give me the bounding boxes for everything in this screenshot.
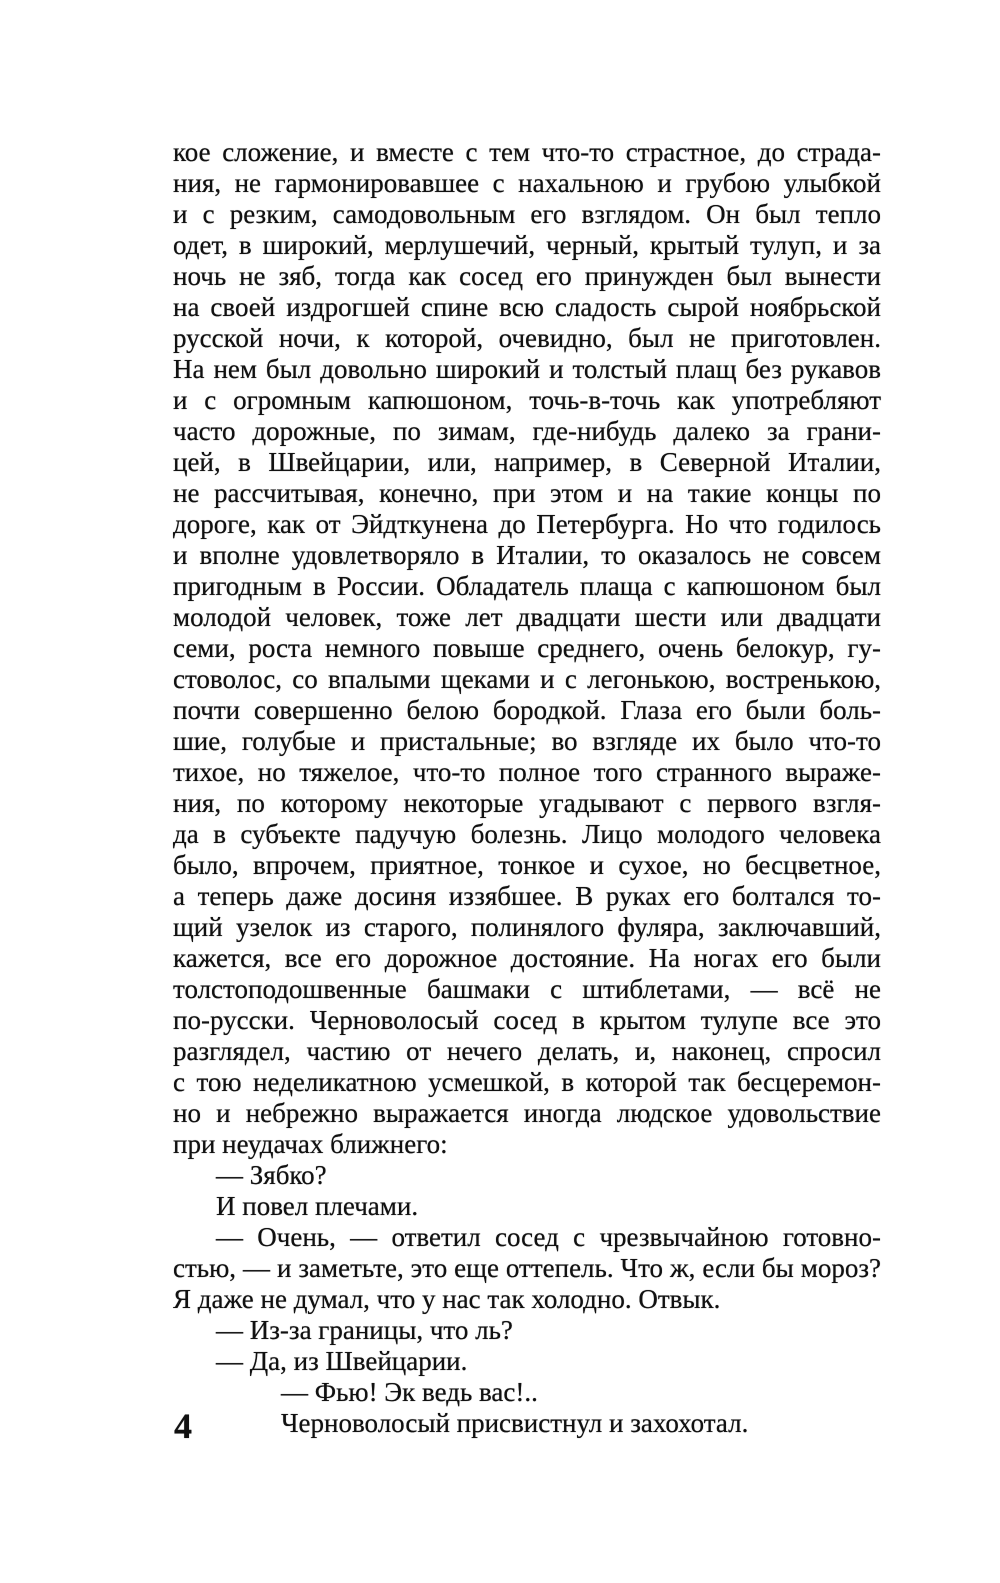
text-line: разглядел, частию от нечего делать, и, наконец, спросил (173, 1036, 881, 1066)
text-line: пригодным в России. Обладатель плаща с капюшоном был (173, 571, 881, 601)
text-line: было, впрочем, приятное, тонкое и сухое, но бесцветное, (173, 850, 881, 880)
text-line: и с резким, самодовольным его взглядом. Он был тепло (173, 199, 881, 229)
text-line: не рассчитывая, конечно, при этом и на такие концы по (173, 478, 881, 508)
text-line: стоволос, со впалыми щеками и с легонькою, востренькою, (173, 664, 881, 694)
text-line: И повел плечами. (216, 1191, 419, 1221)
text-line: щий узелок из старого, полинялого фуляра, заключавший, (173, 912, 881, 942)
text-line: — Зябко? (216, 1160, 327, 1190)
text-line: при неудачах ближнего: (173, 1129, 448, 1159)
text-line: семи, роста немного повыше среднего, очень белокур, гу- (173, 633, 881, 663)
page-number: 4 (174, 1406, 192, 1446)
text-line: почти совершенно белою бородкой. Глаза его были боль- (173, 695, 881, 725)
text-line: кое сложение, и вместе с тем что-то страстное, до страда- (173, 137, 881, 167)
text-line: ночь не зяб, тогда как сосед его принужден был вынести (173, 261, 881, 291)
text-line: на своей издрогшей спине всю сладость сырой ноябрьской (173, 292, 881, 322)
text-line: молодой человек, тоже лет двадцати шести или двадцати (173, 602, 881, 632)
text-line: кажется, все его дорожное достояние. На ногах его были (173, 943, 881, 973)
text-line: — Из-за границы, что ль? (216, 1315, 513, 1345)
text-line: стью, — и заметьте, это еще оттепель. Что ж, если бы мороз? (173, 1253, 881, 1283)
text-line: с тою неделикатною усмешкой, в которой так бесцеремон- (173, 1067, 881, 1097)
text-line: Черноволосый присвистнул и захохотал. (281, 1408, 749, 1438)
text-line: толстоподошвенные башмаки с штиблетами, — всё не (173, 974, 881, 1004)
text-line: а теперь даже досиня иззябшее. В руках его болтался то- (173, 881, 881, 911)
text-line: ния, по которому некоторые угадывают с первого взгля- (173, 788, 881, 818)
text-line: дороге, как от Эйдткунена до Петербурга. Но что годилось (173, 509, 881, 539)
text-line: — Да, из Швейцарии. (216, 1346, 468, 1376)
text-line: тихое, но тяжелое, что-то полное того странного выраже- (173, 757, 881, 787)
text-line: часто дорожные, по зимам, где-нибудь далеко за грани- (173, 416, 881, 446)
text-line: — Очень, — ответил сосед с чрезвычайною готовно- (216, 1222, 881, 1252)
text-line: по-русски. Черноволосый сосед в крытом тулупе все это (173, 1005, 881, 1035)
text-line: одет, в широкий, мерлушечий, черный, крытый тулуп, и за (173, 230, 881, 260)
page-text-block (173, 137, 881, 1439)
text-line: — Фью! Эк ведь вас!.. (281, 1377, 538, 1407)
text-line: шие, голубые и пристальные; во взгляде их было что-то (173, 726, 881, 756)
text-line: но и небрежно выражается иногда людское удовольствие (173, 1098, 881, 1128)
text-line: русской ночи, к которой, очевидно, был не приготовлен. (173, 323, 881, 353)
text-line: да в субъекте падучую болезнь. Лицо молодого человека (173, 819, 881, 849)
text-line: и вполне удовлетворяло в Италии, то оказалось не совсем (173, 540, 881, 570)
text-line: Я даже не думал, что у нас так холодно. Отвык. (173, 1284, 721, 1314)
text-line: цей, в Швейцарии, или, например, в Северной Италии, (173, 447, 881, 477)
text-line: ния, не гармонировавшее с нахальною и грубою улыбкой (173, 168, 881, 198)
text-line: На нем был довольно широкий и толстый плащ без рукавов (173, 354, 881, 384)
text-line: и с огромным капюшоном, точь-в-точь как употребляют (173, 385, 881, 415)
